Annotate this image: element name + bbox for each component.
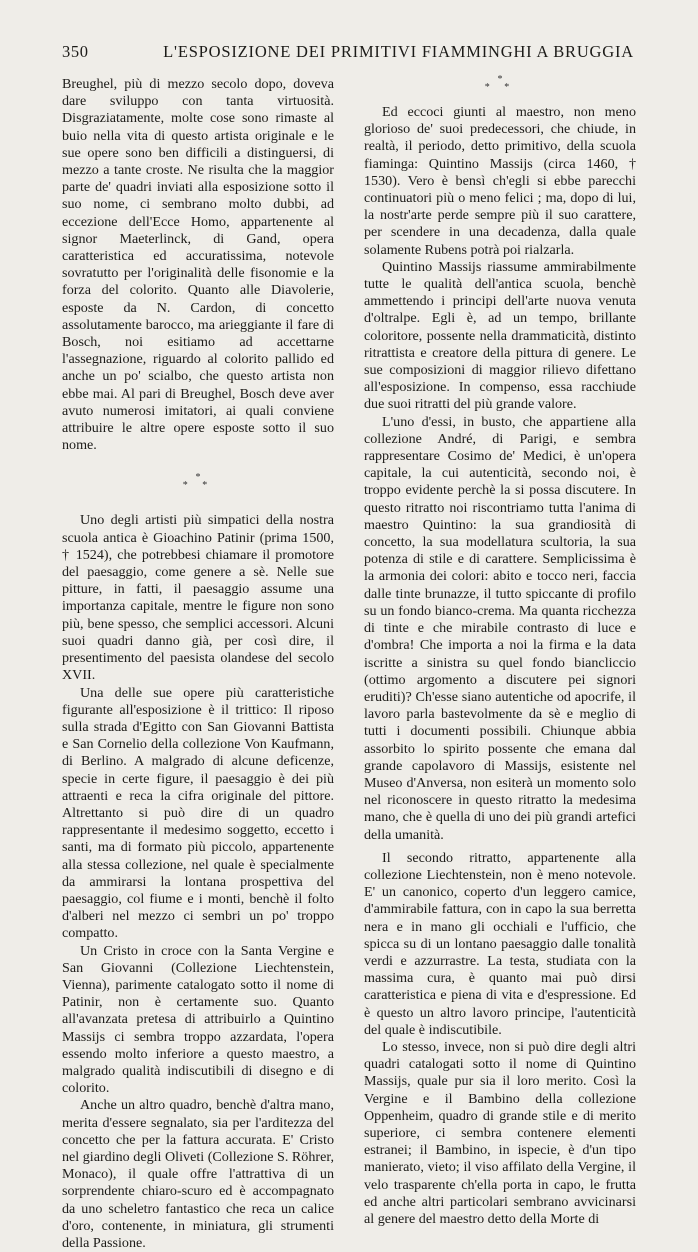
page-number: 350	[62, 42, 89, 61]
paragraph: Lo stesso, invece, non si può dire degli altri quadri catalogati sotto il nome di Quintino Massijs, quale pur sia il loro merito. Così la Vergine e il Bambino della collezione Oppenheim, quadro di grande stile e di merito superiore, ci sembra contenere elementi estranei; il Bambino, in ispecie, è d'un tipo manierato, vieto; il viso affilato della Vergine, il velo trasparente ch'ella porta in capo, le frutta ed anche altri particolari sembrano avvicinarsi al genere del maestro detto della Morte di	[364, 1038, 636, 1227]
paragraph: Il secondo ritratto, appartenente alla collezione Liechtenstein, non è meno notevole. E' un canonico, coperto d'un leggero camice, d'ammirabile fattura, con in capo la sua berretta nera e in mano gli occhiali e l'ufficio, che spicca su di un lontano paesaggio dalle tonalità verdi e azzurrastre. La testa, studiata con la massima cura, è quanto mai può dirsi caratteristica e piena di vita e d'espressione. Ed è questo un altro lavoro principe, l'autenticità del quale è indiscutibile.	[364, 849, 636, 1038]
paragraph: Uno degli artisti più simpatici della nostra scuola antica è Gioachino Patinir (prima 1500, † 1524), che potrebbesi chiamare il promotore del paesaggio, come genere a sè. Nelle sue pitture, in fatti, il paesaggio assume una importanza capitale, mentre le figure non sono più, bene spesso, che semplici accessori. Alcuni suoi quadri danno già, per così dire, il presentimento del paesista olandese del secolo XVII.	[62, 512, 334, 684]
right-column	[364, 76, 636, 1228]
running-title: L'ESPOSIZIONE DEI PRIMITIVI FIAMMINGHI A BRUGGIA	[163, 42, 634, 61]
paragraph: Ed eccoci giunti al maestro, non meno glorioso de' suoi predecessori, che chiude, in realtà, il periodo, detto primitivo, della scuola fiaminga: Quintino Massijs (circa 1460, † 1530). Vero è bensì ch'egli si ebbe parecchi continuatori più o meno felici ; ma, dopo di lui, la nostr'arte perde sempre più il suo carattere, per scendere in una decadenza, dalla quale solamente Rubens potrà poi rialzarla.	[364, 104, 636, 258]
section-asterism: * * *	[182, 472, 214, 492]
paragraph: Quintino Massijs riassume ammirabilmente tutte le qualità dell'antica scuola, benchè ammettendo i principi dell'arte nuova venuta d'oltralpe. Egli è, ad un tempo, brillante coloritore, possente nella drammaticità, distinto ritrattista e creatore della pittura di genere. Le sue composizioni di maggior rilievo difettano all'esposizione. In compenso, essa racchiude due suoi ritratti del più grande valore.	[364, 258, 636, 413]
paragraph: Breughel, più di mezzo secolo dopo, doveva dare sviluppo con tanta virtuosità. Disgraziatamente, molte cose sono rimaste al buio nella vita di questo artista originale e le sue opere sono ben difficili a distinguersi, di mezzo a tante croste. Ne risulta che la maggior parte de' quadri inviati alla esposizione sotto il suo nome, ci sembrano molto dubbi, ad eccezione dell'Ecce Homo, appartenente al signor Maeterlinck, di Gand, opera caratteristica ed accuratissima, notevole sovratutto per l'originalità delle fisonomie e la forza del colorito. Quanto alle Diavolerie, esposte da N. Cardon, di concetto assolutamente barocco, ma arieggiante il fare di Bosch, noi esitiamo ad accettarne l'assegnazione, riguardo al colorito pallido ed anche un po' scialbo, che questo artista non ebbe mai. Al pari di Breughel, Bosch deve aver avuto numerosi imitatori, ai quali conviene attribuire le altre opere esposte sotto il suo nome.	[62, 76, 334, 454]
left-column	[62, 76, 334, 1252]
paragraph: Anche un altro quadro, benchè d'altra mano, merita d'essere segnalato, sia per l'arditezza del concetto che per la fattura accurata. E' Cristo nel giardino degli Oliveti (Collezione S. Röhrer, Monaco), il quale offre l'attrattiva di un sorprendente chiaro-scuro ed è accompagnato da uno scheletro fantastico che reca un calice d'oro, contenente, in miniatura, gli strumenti della Passione.	[62, 1097, 334, 1251]
paragraph: Un Cristo in croce con la Santa Vergine e San Giovanni (Collezione Liechtenstein, Vienna), parimente catalogato sotto il nome di Patinir, non è certamente suo. Quanto all'avanzata pretesa di attribuirlo a Quintino Massijs ci sembra troppo azzardata, l'opera essendo molto inferiore a questo maestro, a malgrado qualità indiscutibili di disegno e di colorito.	[62, 942, 334, 1097]
paragraph: L'uno d'essi, in busto, che appartiene alla collezione André, di Parigi, e sembra rappresentare Cosimo de' Medici, è un'opera capitale, la cui autenticità, secondo noi, è troppo evidente perchè la si possa discutere. In questo ritratto noi riscontriamo tutta l'anima di maestro Quintino: la sua grandiosità di concetto, la sua modellatura scultoria, la sua potenza di stile e di carattere. Semplicissima è la armonia dei colori: abito e tocco neri, faccia dalle tinte brunazze, il tutto spiccante di profilo su un fondo bianco-crema. Ma quanta ricchezza di tinte e che mirabile contrasto di luce e d'ombra! Che importa a noi la firma e la data iscritte a sinistra su quel fondo biancliccio (ottimo argomento a discutere pei signori eruditi)? Ch'esse siano autentiche od apocrife, il lavoro parla bastevolmente da sè e meglio di tutti i documenti possibili. Chiunque abbia assorbito lo spirito possente che emana dal grande capolavoro di Massijs, esistente nel Museo d'Anversa, non esiterà un momento solo nel riconoscere in questo ritratto la medesima mano, che è quella di uno dei più grandi artefici della umanità.	[364, 413, 636, 843]
section-asterism: * * *	[484, 74, 516, 93]
paragraph: Una delle sue opere più caratteristiche figurante all'esposizione è il trittico: Il riposo sulla strada d'Egitto con San Giovanni Battista e San Cornelio della collezione Von Kaufmann, di Berlino. A malgrado di alcune deficenze, specie in certe figure, il paesaggio è dei più attraenti e reca la cifra originale del pittore. Altrettanto si può dire di un quadro rappresentante il medesimo soggetto, eccetto i santi, ma di formato più piccolo, appartenente alla stessa collezione, nel quale è specialmente da ammirarsi la lontana prospettiva del paesaggio, col fiume e i monti, benchè il folto d'alberi nel mezzo ci sembri un po' troppo compatto.	[62, 684, 334, 942]
